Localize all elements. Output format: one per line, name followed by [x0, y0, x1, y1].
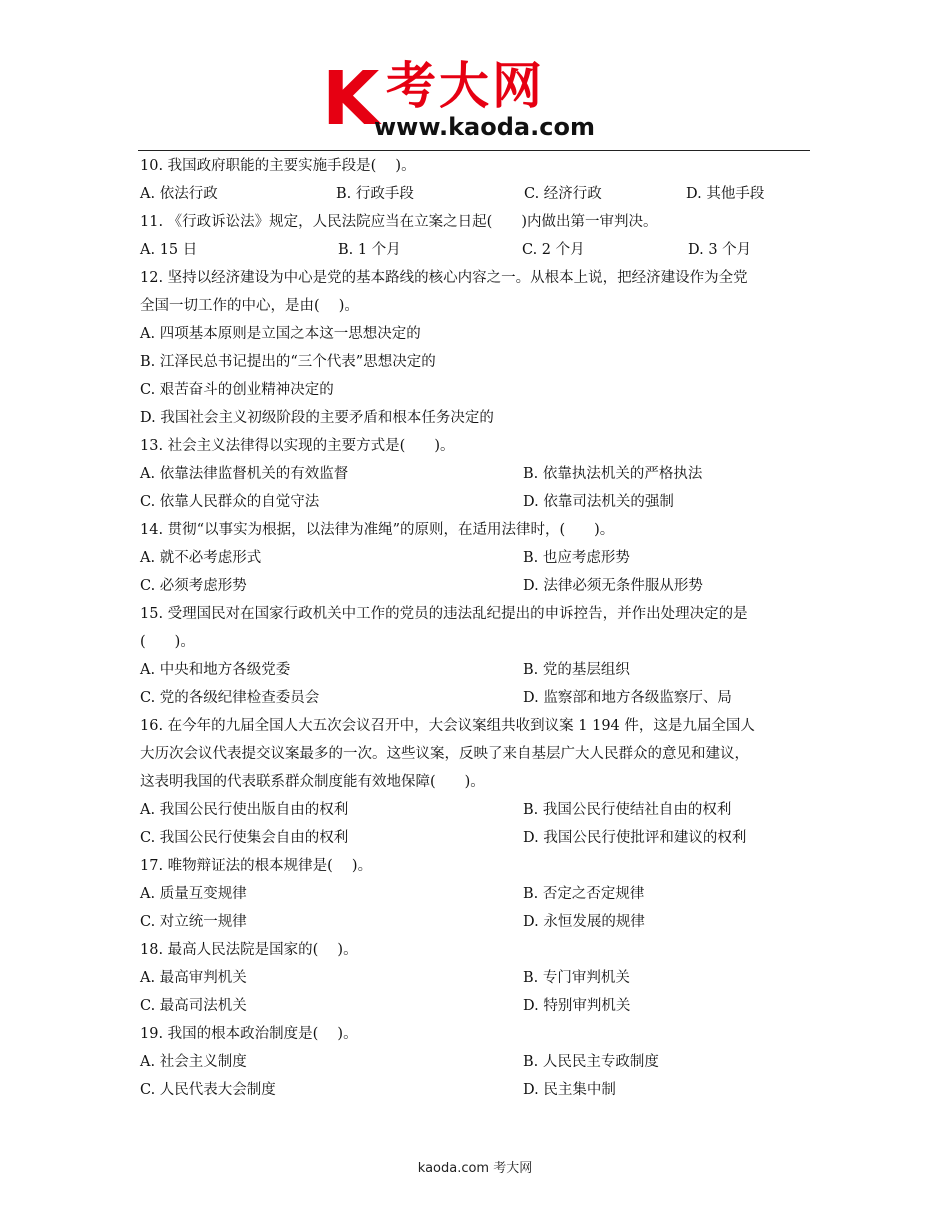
question-16-options-ab [140, 796, 812, 824]
option-b: B. 专门审判机关 [523, 970, 630, 986]
option-a: A. 中央和地方各级党委 [140, 662, 291, 678]
option-c: C. 2 个月 [522, 242, 585, 258]
option-c: C. 对立统一规律 [140, 914, 247, 930]
question-15-options-cd [140, 684, 812, 712]
option-d: D. 监察部和地方各级监察厅、局 [523, 690, 732, 706]
option-c: C. 艰苦奋斗的创业精神决定的 [140, 382, 334, 398]
question-19-options-cd [140, 1076, 812, 1104]
kaoda-logo [322, 58, 642, 142]
question-10-stem: 10. 我国政府职能的主要实施手段是( )。 [140, 158, 416, 174]
option-d: D. 永恒发展的规律 [523, 914, 645, 930]
option-a: A. 就不必考虑形式 [140, 550, 262, 566]
logo-k-mark: K [322, 56, 380, 142]
option-b: B. 江泽民总书记提出的“三个代表”思想决定的 [140, 354, 436, 370]
option-b: B. 否定之否定规律 [523, 886, 645, 902]
question-17-options-cd [140, 908, 812, 936]
option-d: D. 我国公民行使批评和建议的权利 [523, 830, 747, 846]
option-a: A. 四项基本原则是立国之本这一思想决定的 [140, 326, 421, 342]
option-b: B. 依靠执法机关的严格执法 [523, 466, 703, 482]
question-19-stem: 19. 我国的根本政治制度是( )。 [140, 1026, 358, 1042]
option-a: A. 15 日 [140, 242, 198, 258]
question-18-options-ab [140, 964, 812, 992]
option-a: A. 依法行政 [140, 186, 218, 202]
question-16-options-cd [140, 824, 812, 852]
option-c: C. 必须考虑形势 [140, 578, 247, 594]
option-a: A. 我国公民行使出版自由的权利 [140, 802, 349, 818]
question-13-stem: 13. 社会主义法律得以实现的主要方式是( )。 [140, 438, 455, 454]
question-list [140, 152, 812, 1104]
question-16-stem-cont: 大历次会议代表提交议案最多的一次。这些议案，反映了来自基层广大人民群众的意见和建议， [140, 746, 749, 762]
option-b: B. 人民民主专政制度 [523, 1054, 659, 1070]
page-footer: kaoda.com 考大网 [417, 1161, 533, 1176]
option-a: A. 社会主义制度 [140, 1054, 247, 1070]
option-c: C. 人民代表大会制度 [140, 1082, 276, 1098]
option-d: D. 其他手段 [686, 186, 765, 202]
option-a: A. 质量互变规律 [140, 886, 247, 902]
option-b: B. 我国公民行使结社自由的权利 [523, 802, 732, 818]
question-15-stem: 15. 受理国民对在国家行政机关中工作的党员的违法乱纪提出的申诉控告，并作出处理决定的是 [140, 606, 748, 622]
option-d: D. 民主集中制 [523, 1082, 616, 1098]
option-d: D. 法律必须无条件服从形势 [523, 578, 703, 594]
question-16-stem: 16. 在今年的九届全国人大五次会议召开中，大会议案组共收到议案 1 194 件，这是九届全国人 [140, 718, 755, 734]
question-14-options-ab [140, 544, 812, 572]
option-d: D. 特别审判机关 [523, 998, 631, 1014]
option-c: C. 经济行政 [524, 186, 602, 202]
option-b: B. 行政手段 [336, 186, 414, 202]
question-18-options-cd [140, 992, 812, 1020]
question-19-options-ab [140, 1048, 812, 1076]
option-c: C. 我国公民行使集会自由的权利 [140, 830, 349, 846]
option-c: C. 最高司法机关 [140, 998, 247, 1014]
question-16-stem-cont2: 这表明我国的代表联系群众制度能有效地保障( )。 [140, 774, 485, 790]
option-a: A. 依靠法律监督机关的有效监督 [140, 466, 349, 482]
question-13-options-ab [140, 460, 812, 488]
question-17-stem: 17. 唯物辩证法的根本规律是( )。 [140, 858, 373, 874]
option-d: D. 3 个月 [688, 242, 752, 258]
question-15-stem-cont: ( )。 [140, 634, 195, 650]
header-divider [138, 150, 810, 151]
option-d: D. 我国社会主义初级阶段的主要矛盾和根本任务决定的 [140, 410, 494, 426]
question-10-options [140, 180, 812, 208]
question-14-options-cd [140, 572, 812, 600]
logo-chinese-title: 考大网 [386, 57, 545, 115]
option-a: A. 最高审判机关 [140, 970, 247, 986]
option-b: B. 1 个月 [338, 242, 401, 258]
question-15-options-ab [140, 656, 812, 684]
logo-url: www.kaoda.com [374, 113, 595, 141]
option-b: B. 也应考虑形势 [523, 550, 630, 566]
option-d: D. 依靠司法机关的强制 [523, 494, 674, 510]
question-11-stem: 11. 《行政诉讼法》规定，人民法院应当在立案之日起( )内做出第一审判决。 [140, 214, 658, 230]
question-12-stem: 12. 坚持以经济建设为中心是党的基本路线的核心内容之一。从根本上说，把经济建设作为全党 [140, 270, 748, 286]
question-18-stem: 18. 最高人民法院是国家的( )。 [140, 942, 358, 958]
option-b: B. 党的基层组织 [523, 662, 630, 678]
option-c: C. 党的各级纪律检查委员会 [140, 690, 320, 706]
question-17-options-ab [140, 880, 812, 908]
question-14-stem: 14. 贯彻“以事实为根据，以法律为准绳”的原则，在适用法律时，( )。 [140, 522, 615, 538]
question-12-stem-cont: 全国一切工作的中心，是由( )。 [140, 298, 359, 314]
question-11-options [140, 236, 812, 264]
question-13-options-cd [140, 488, 812, 516]
option-c: C. 依靠人民群众的自觉守法 [140, 494, 320, 510]
